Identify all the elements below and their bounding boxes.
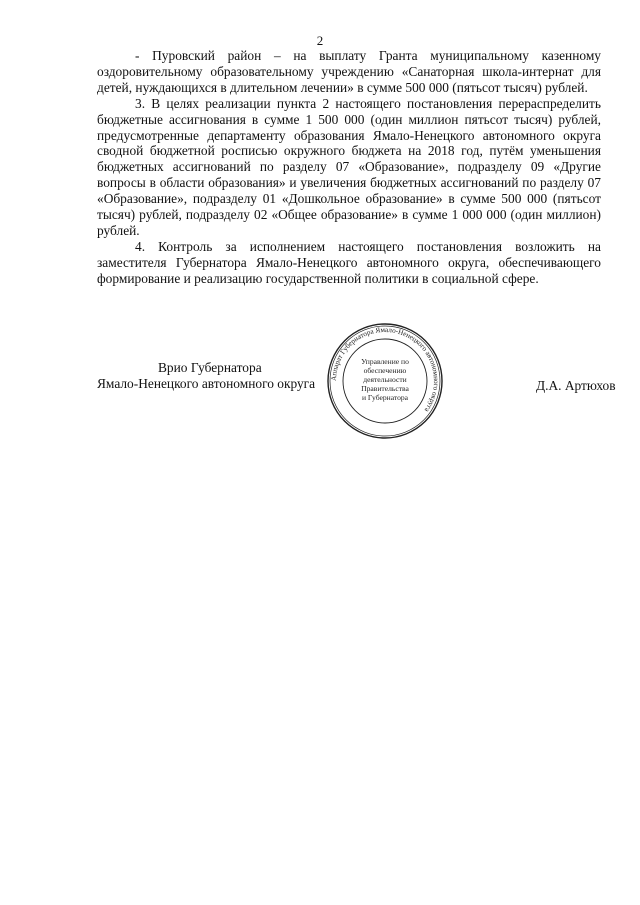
paragraph-3: 3. В целях реализации пункта 2 настоящего постановления перераспределить бюджетные ассигнования в сумме 1 500 000 (один миллион пятьсот тысяч) рублей, предусмотренные департаменту образования Ямало-Ненецкого автономного округа сводной бюджетной росписью окружного бюджета на 2018 год, путём уменьшения бюджетных ассигнований по разделу 07 «Образование», подразделу 09 «Другие вопросы в области образования» и увеличения бюджетных ассигнований по разделу 07 «Образование», подразделу 01 «Дошкольное образование» в сумме 500 000 (пятьсот тысяч) рублей, подразделу 02 «Общее образование» в сумме 1 000 000 (один миллион) рублей.	[97, 95, 601, 238]
seal-center-line1: Управление по	[361, 357, 409, 366]
paragraph-4: 4. Контроль за исполнением настоящего постановления возложить на заместителя Губернатора Ямало-Ненецкого автономного округа, обеспечивающего формирование и реализацию государственной политики в социальной сфере.	[97, 238, 601, 286]
paragraph-purovsky: - Пуровский район – на выплату Гранта муниципальному казенному оздоровительному образовательному учреждению «Санаторная школа-интернат для детей, нуждающихся в длительном лечении» в сумме 500 000 (пятьсот тысяч) рублей.	[97, 48, 601, 95]
signatory-title-line2: Ямало-Ненецкого автономного округа	[97, 376, 316, 391]
signatory-name: Д.А. Артюхов	[536, 378, 616, 393]
seal-center-line3: деятельности	[363, 375, 407, 384]
seal-center-line2: обеспечению	[363, 366, 407, 375]
signatory-title-line1: Врио Губернатора	[158, 360, 262, 375]
document-body	[97, 48, 601, 287]
seal-center-line4: Правительства	[361, 384, 409, 393]
page-number: 2	[316, 33, 324, 48]
seal-center-line5: и Губернатора	[361, 393, 409, 402]
official-seal-stamp	[326, 322, 444, 440]
seal-ring-text: Аппарат Губернатора Ямало-Ненецкого автономного округа	[329, 325, 441, 414]
